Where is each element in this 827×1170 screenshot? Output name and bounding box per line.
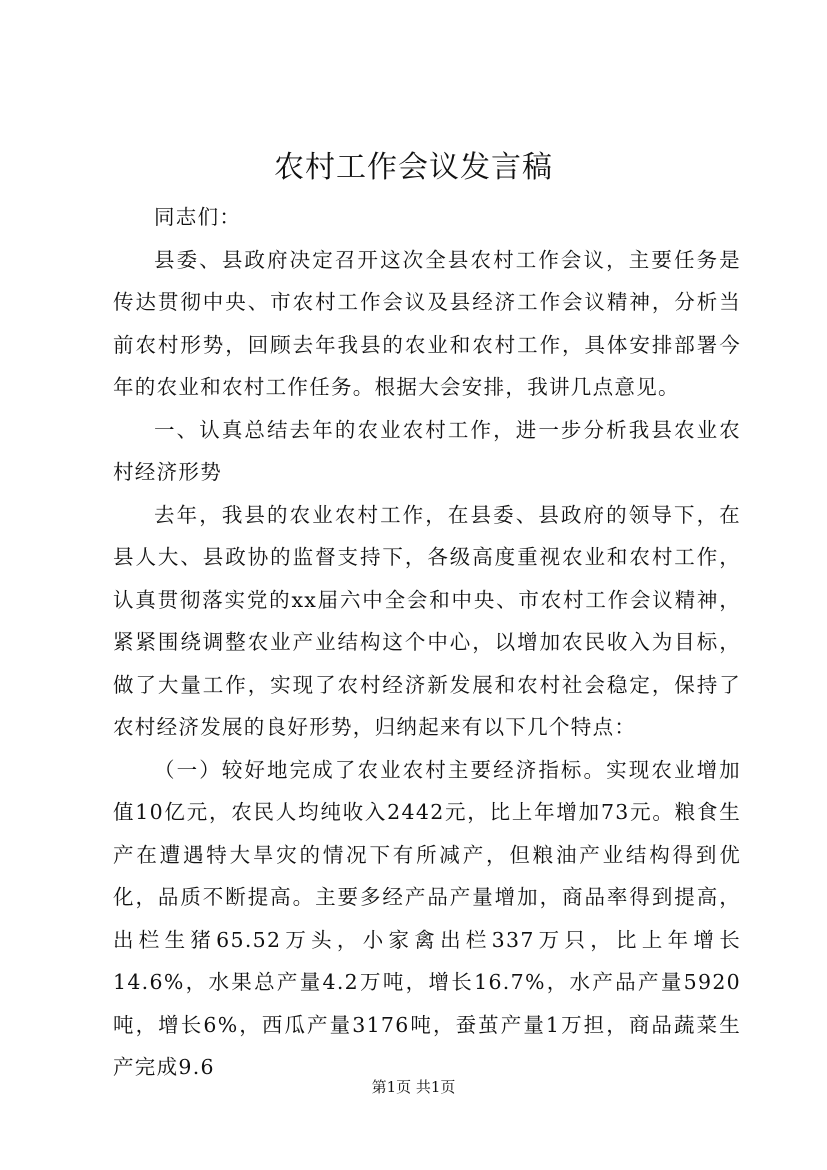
document-title: 农村工作会议发言稿	[274, 150, 553, 185]
indicators-paragraph: （一）较好地完成了农业农村主要经济指标。实现农业增加值10亿元，农民人均纯收入2442元，比上年增加73元。粮食生产在遭遇特大旱灾的情况下有所减产，但粮油产业结构得到优化，品质不断提高。主要多经产品产量增加，商品率得到提高，出栏生猪65.52万头，小家禽出栏337万只，比上年增长14.6%，水果总产量4.2万吨，增长16.7%，水产品产量5920吨，增长6%，西瓜产量3176吨，蚕茧产量1万担，商品蔬菜生产完成9.6	[113, 757, 741, 1079]
summary-paragraph: 去年，我县的农业农村工作，在县委、县政府的领导下，在县人大、县政协的监督支持下，各级高度重视农业和农村工作，认真贯彻落实党的xx届六中全会和中央、市农村工作会议精神，紧紧围绕调整农业产业结构这个中心，以增加农民收入为目标，做了大量工作，实现了农村经济新发展和农村社会稳定，保持了农村经济发展的良好形势，归纳起来有以下几个特点：	[113, 502, 741, 739]
section-heading-paragraph: 一、认真总结去年的农业农村工作，进一步分析我县农业农村经济形势	[113, 417, 741, 484]
salutation-paragraph: 同志们：	[154, 205, 242, 229]
intro-paragraph: 县委、县政府决定召开这次全县农村工作会议，主要任务是传达贯彻中央、市农村工作会议及县经济工作会议精神，分析当前农村形势，回顾去年我县的农业和农村工作，具体安排部署今年的农业和农村工作任务。根据大会安排，我讲几点意见。	[113, 247, 741, 399]
page-number-footer: 第1页 共1页	[371, 1078, 456, 1096]
document-body	[113, 196, 741, 1089]
